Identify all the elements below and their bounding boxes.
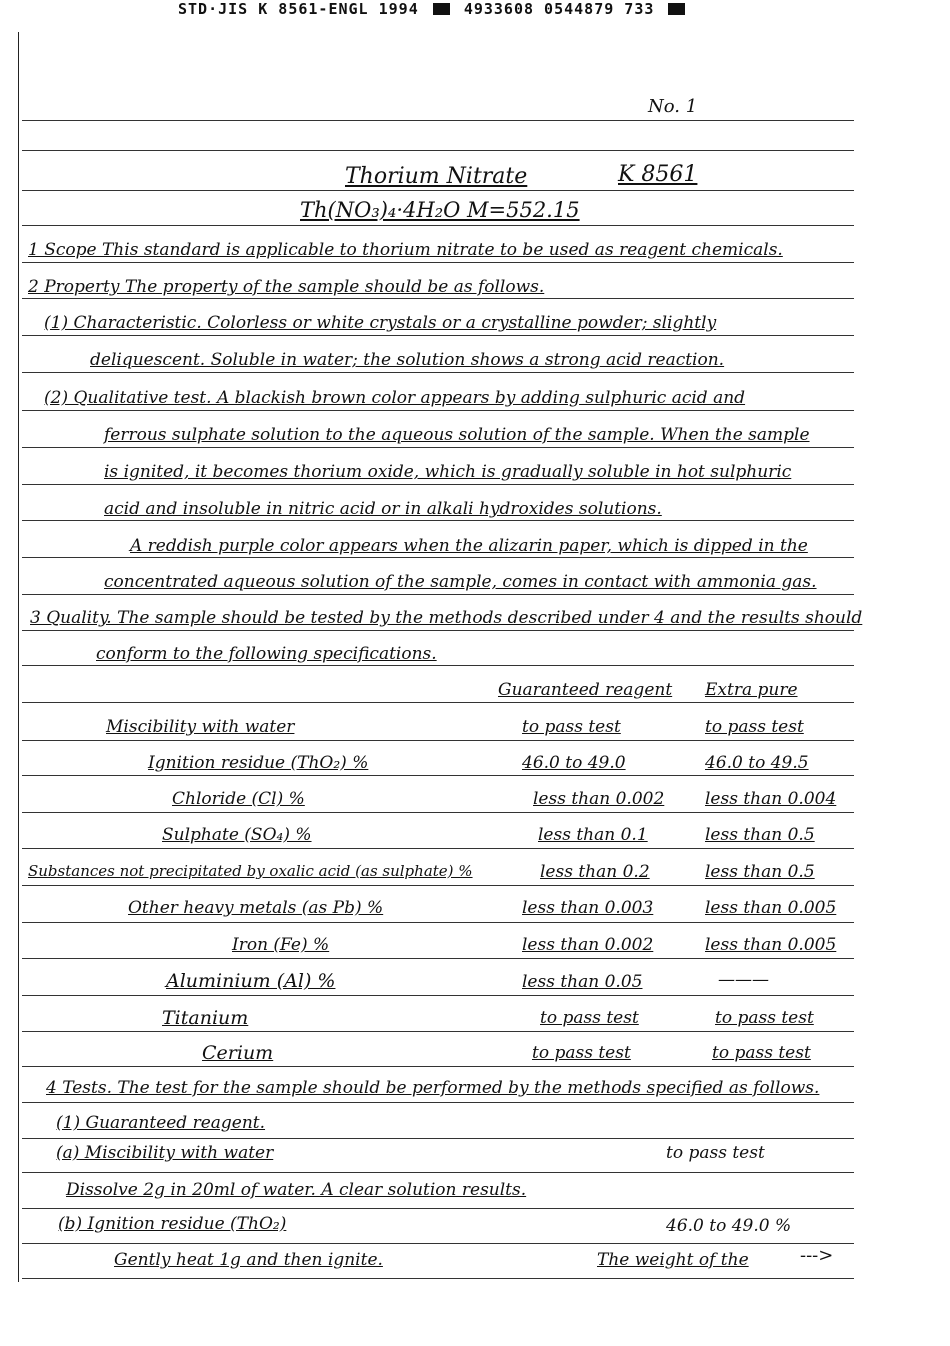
test-b-procedure: Gently heat 1g and then ignite. [114,1250,383,1270]
qualitative-line-2: ferrous sulphate solution to the aqueous solution of the sample. When the sample [104,425,810,445]
quality-line-2: conform to the following specifications. [96,644,437,664]
ruled-line [22,120,854,121]
document-header-strip [178,0,689,18]
ruled-line [22,885,854,886]
ruled-line [22,1243,854,1244]
spec-item: Substances not precipitated by oxalic acid (as sulphate) % [28,862,473,880]
spec-header-guaranteed: Guaranteed reagent [498,680,673,700]
ruled-line [22,1102,854,1103]
ruled-line [22,557,854,558]
qualitative-line-3: is ignited, it becomes thorium oxide, which is gradually soluble in hot sulphuric [104,462,792,482]
spec-item: Sulphate (SO₄) % [162,825,312,845]
left-margin-rule [18,32,19,1282]
spec-value-ep: to pass test [712,1043,811,1063]
spec-value-ep: to pass test [715,1008,814,1028]
ruled-line [22,484,854,485]
test-a-procedure: Dissolve 2g in 20ml of water. A clear solution results. [66,1180,527,1200]
spec-item: Titanium [162,1007,249,1029]
test-a-value: to pass test [666,1143,765,1163]
characteristic-line: (1) Characteristic. Colorless or white crystals or a crystalline powder; slightly [44,313,717,333]
ruled-line [22,848,854,849]
continue-arrow-icon: ---> [800,1245,834,1266]
test-b-procedure-continued: The weight of the [597,1250,749,1270]
spec-item: Other heavy metals (as Pb) % [128,898,384,918]
ruled-line [22,922,854,923]
spec-value-gr: 46.0 to 49.0 [522,753,626,773]
standard-code: K 8561 [618,162,698,187]
ruled-line [22,665,854,666]
spec-item: Ignition residue (ThO₂) % [148,753,369,773]
tests-intro: 4 Tests. The test for the sample should be performed by the methods specified as follows. [46,1078,820,1098]
ruled-line [22,1278,854,1279]
spec-item: Aluminium (Al) % [166,970,336,992]
test-a-label: (a) Miscibility with water [56,1143,274,1163]
ruled-line [22,447,854,448]
tests-guaranteed-heading: (1) Guaranteed reagent. [56,1113,266,1133]
spec-item: Iron (Fe) % [232,935,330,955]
ruled-line [22,410,854,411]
ruled-line [22,1208,854,1209]
ruled-line [22,1031,854,1032]
spec-value-ep: less than 0.5 [705,825,815,845]
spec-value-gr: to pass test [522,717,621,737]
spec-value-gr: less than 0.002 [533,789,665,809]
characteristic-line-2: deliquescent. Soluble in water; the solution shows a strong acid reaction. [90,350,725,370]
ruled-line [22,812,854,813]
chemical-formula: Th(NO₃)₄·4H₂O M=552.15 [300,198,580,222]
test-b-value: 46.0 to 49.0 % [666,1216,792,1236]
ruled-line [22,594,854,595]
ruled-line [22,298,854,299]
document-title: Thorium Nitrate [345,164,528,189]
ruled-line [22,520,854,521]
header-block-mark-end [668,3,685,15]
spec-value-ep: less than 0.004 [705,789,837,809]
ruled-line [22,958,854,959]
ruled-line [22,630,854,631]
spec-value-gr: to pass test [540,1008,639,1028]
qualitative-line-4: acid and insoluble in nitric acid or in alkali hydroxides solutions. [104,499,662,519]
ruled-line [22,262,854,263]
spec-header-extra-pure: Extra pure [705,680,798,700]
spec-value-ep: to pass test [705,717,804,737]
ruled-line [22,1172,854,1173]
spec-item: Chloride (Cl) % [172,789,305,809]
ruled-line [22,225,854,226]
header-left-text: STD·JIS K 8561-ENGL 1994 [178,0,419,18]
property-line: 2 Property The property of the sample should be as follows. [28,277,545,297]
page-number: No. 1 [648,96,698,117]
quality-line: 3 Quality. The sample should be tested by the methods described under 4 and the results should [30,608,863,628]
qualitative-line-6: concentrated aqueous solution of the sample, comes in contact with ammonia gas. [104,572,817,592]
spec-value-gr: to pass test [532,1043,631,1063]
spec-value-ep: less than 0.005 [705,898,837,918]
spec-item: Miscibility with water [106,717,295,737]
ruled-line [22,372,854,373]
header-right-text: 4933608 0544879 733 [463,0,655,18]
scope-line: 1 Scope This standard is applicable to thorium nitrate to be used as reagent chemicals. [28,240,783,260]
spec-value-gr: less than 0.2 [540,862,650,882]
ruled-line [22,190,854,191]
spec-item: Cerium [202,1042,274,1064]
ruled-line [22,740,854,741]
spec-value-gr: less than 0.003 [522,898,654,918]
ruled-line [22,335,854,336]
spec-value-ep: less than 0.5 [705,862,815,882]
ruled-line [22,995,854,996]
ruled-line [22,775,854,776]
qualitative-line: (2) Qualitative test. A blackish brown color appears by adding sulphuric acid and [44,388,746,408]
test-b-label: (b) Ignition residue (ThO₂) [58,1214,287,1234]
ruled-line [22,1066,854,1067]
ruled-line [22,150,854,151]
header-block-mark [433,3,450,15]
spec-value-ep: less than 0.005 [705,935,837,955]
ruled-line [22,1138,854,1139]
spec-value-gr: less than 0.05 [522,972,643,992]
spec-value-ep: ——— [718,970,769,990]
spec-value-gr: less than 0.002 [522,935,654,955]
spec-value-gr: less than 0.1 [538,825,648,845]
spec-value-ep: 46.0 to 49.5 [705,753,809,773]
ruled-line [22,702,854,703]
qualitative-line-5: A reddish purple color appears when the alizarin paper, which is dipped in the [130,536,808,556]
